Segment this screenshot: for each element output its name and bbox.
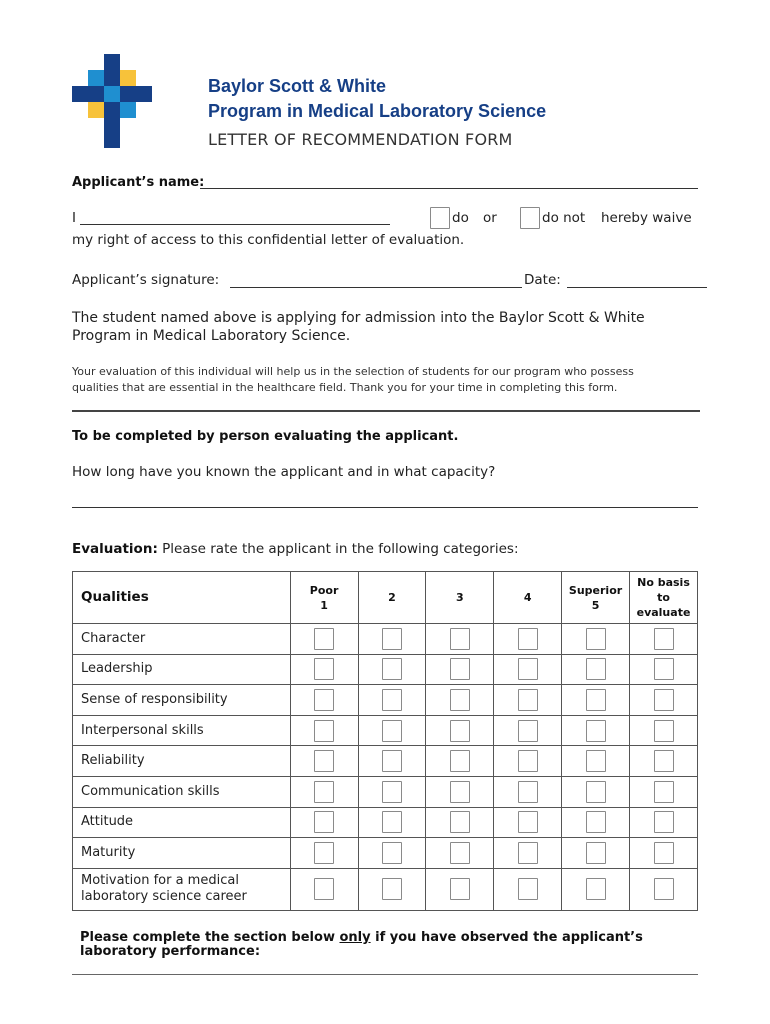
rating-checkbox[interactable] bbox=[450, 628, 470, 650]
rating-cell bbox=[630, 776, 698, 807]
rating-checkbox[interactable] bbox=[314, 750, 334, 772]
rating-checkbox[interactable] bbox=[654, 628, 674, 650]
rating-checkbox[interactable] bbox=[518, 628, 538, 650]
rating-cell bbox=[426, 654, 494, 685]
form-title: LETTER OF RECOMMENDATION FORM bbox=[208, 130, 513, 149]
rating-checkbox[interactable] bbox=[450, 720, 470, 742]
waiver-text: my right of access to this confidential letter of evaluation. bbox=[72, 232, 465, 248]
table-row bbox=[73, 685, 698, 716]
rating-cell bbox=[290, 868, 358, 910]
rating-checkbox[interactable] bbox=[654, 720, 674, 742]
table-row bbox=[73, 746, 698, 777]
rating-cell bbox=[358, 807, 426, 838]
evaluation-instructions bbox=[72, 541, 519, 557]
program-name: Program in Medical Laboratory Science bbox=[208, 101, 547, 121]
hereby-waive-label: hereby waive bbox=[601, 210, 692, 226]
rating-cell bbox=[494, 868, 562, 910]
rating-checkbox[interactable] bbox=[518, 811, 538, 833]
rating-checkbox[interactable] bbox=[450, 658, 470, 680]
rating-checkbox[interactable] bbox=[314, 628, 334, 650]
rating-checkbox[interactable] bbox=[314, 720, 334, 742]
rating-checkbox[interactable] bbox=[314, 781, 334, 803]
rating-checkbox[interactable] bbox=[450, 842, 470, 864]
rating-cell bbox=[494, 715, 562, 746]
do-waive-checkbox[interactable] bbox=[430, 207, 450, 229]
rating-cell bbox=[358, 715, 426, 746]
applicant-name-field[interactable] bbox=[200, 188, 698, 189]
rating-checkbox[interactable] bbox=[518, 750, 538, 772]
rating-cell bbox=[426, 868, 494, 910]
table-row bbox=[73, 715, 698, 746]
rating-cell bbox=[358, 746, 426, 777]
rating-checkbox[interactable] bbox=[518, 842, 538, 864]
rating-checkbox[interactable] bbox=[518, 781, 538, 803]
rating-checkbox[interactable] bbox=[314, 842, 334, 864]
rating-cell bbox=[290, 807, 358, 838]
rating-checkbox[interactable] bbox=[382, 689, 402, 711]
rating-cell bbox=[426, 838, 494, 869]
rating-checkbox[interactable] bbox=[382, 811, 402, 833]
quality-label: Character bbox=[73, 624, 291, 655]
rating-checkbox[interactable] bbox=[382, 628, 402, 650]
rating-checkbox[interactable] bbox=[314, 658, 334, 680]
rating-cell bbox=[358, 685, 426, 716]
col-header-4: 4 bbox=[494, 572, 562, 624]
rating-cell bbox=[358, 776, 426, 807]
or-label: or bbox=[483, 210, 497, 226]
rating-cell bbox=[562, 624, 630, 655]
rating-cell bbox=[426, 624, 494, 655]
rating-checkbox[interactable] bbox=[586, 720, 606, 742]
rating-checkbox[interactable] bbox=[314, 689, 334, 711]
rating-checkbox[interactable] bbox=[586, 842, 606, 864]
rating-cell bbox=[562, 685, 630, 716]
rating-cell bbox=[630, 715, 698, 746]
rating-checkbox[interactable] bbox=[314, 811, 334, 833]
col-header-no-basis: No basis to evaluate bbox=[630, 572, 698, 624]
quality-label: Reliability bbox=[73, 746, 291, 777]
rating-checkbox[interactable] bbox=[382, 658, 402, 680]
evaluation-table bbox=[72, 571, 698, 911]
quality-label: Leadership bbox=[73, 654, 291, 685]
rating-cell bbox=[494, 776, 562, 807]
rating-checkbox[interactable] bbox=[314, 878, 334, 900]
rating-checkbox[interactable] bbox=[450, 811, 470, 833]
section-divider bbox=[72, 410, 700, 412]
organization-name: Baylor Scott & White bbox=[208, 76, 387, 96]
quality-label: Motivation for a medical laboratory science career bbox=[73, 868, 291, 910]
signature-field[interactable] bbox=[230, 287, 522, 288]
rating-checkbox[interactable] bbox=[518, 878, 538, 900]
evaluation-text: Please rate the applicant in the following categories: bbox=[157, 541, 519, 557]
rating-cell bbox=[358, 624, 426, 655]
table-row bbox=[73, 654, 698, 685]
date-label: Date: bbox=[524, 272, 561, 288]
rating-cell bbox=[426, 715, 494, 746]
rating-cell bbox=[630, 685, 698, 716]
rating-checkbox[interactable] bbox=[450, 750, 470, 772]
do-not-label: do not bbox=[542, 210, 586, 226]
rating-cell bbox=[630, 624, 698, 655]
table-row bbox=[73, 838, 698, 869]
rating-cell bbox=[290, 685, 358, 716]
quality-label: Sense of responsibility bbox=[73, 685, 291, 716]
known-question: How long have you known the applicant and in what capacity? bbox=[72, 464, 496, 480]
rating-checkbox[interactable] bbox=[586, 689, 606, 711]
evaluator-heading: To be completed by person evaluating the applicant. bbox=[72, 429, 459, 444]
table-row bbox=[73, 624, 698, 655]
rating-cell bbox=[630, 838, 698, 869]
table-row bbox=[73, 776, 698, 807]
rating-checkbox[interactable] bbox=[450, 781, 470, 803]
rating-checkbox[interactable] bbox=[586, 658, 606, 680]
rating-checkbox[interactable] bbox=[586, 811, 606, 833]
rating-checkbox[interactable] bbox=[518, 658, 538, 680]
rating-checkbox[interactable] bbox=[586, 750, 606, 772]
rating-cell bbox=[494, 746, 562, 777]
rating-cell bbox=[358, 654, 426, 685]
lab-section-note: Please complete the section below only if you have observed the applicant’s laboratory performance: bbox=[80, 930, 643, 959]
rating-checkbox[interactable] bbox=[382, 878, 402, 900]
known-answer-field[interactable] bbox=[72, 507, 698, 508]
rating-cell bbox=[630, 654, 698, 685]
rating-checkbox[interactable] bbox=[586, 878, 606, 900]
col-header-superior: Superior 5 bbox=[562, 572, 630, 624]
table-row bbox=[73, 868, 698, 910]
rating-cell bbox=[426, 807, 494, 838]
lab-section-divider bbox=[72, 974, 698, 975]
col-header-2: 2 bbox=[358, 572, 426, 624]
rating-cell bbox=[494, 807, 562, 838]
rating-cell bbox=[494, 654, 562, 685]
date-field[interactable] bbox=[567, 287, 707, 288]
applicant-name-label: Applicant’s name: bbox=[72, 175, 205, 190]
evaluation-label: Evaluation: bbox=[72, 541, 158, 557]
rating-cell bbox=[494, 838, 562, 869]
rating-cell bbox=[630, 746, 698, 777]
rating-checkbox[interactable] bbox=[382, 720, 402, 742]
rating-checkbox[interactable] bbox=[654, 842, 674, 864]
rating-cell bbox=[562, 838, 630, 869]
rating-cell bbox=[562, 868, 630, 910]
rating-checkbox[interactable] bbox=[382, 750, 402, 772]
table-header-row bbox=[73, 572, 698, 624]
rating-checkbox[interactable] bbox=[654, 878, 674, 900]
quality-label: Maturity bbox=[73, 838, 291, 869]
rating-cell bbox=[358, 868, 426, 910]
rating-cell bbox=[562, 654, 630, 685]
rating-checkbox[interactable] bbox=[654, 811, 674, 833]
rating-checkbox[interactable] bbox=[518, 720, 538, 742]
rating-cell bbox=[426, 746, 494, 777]
rating-checkbox[interactable] bbox=[382, 781, 402, 803]
col-header-poor: Poor 1 bbox=[290, 572, 358, 624]
quality-label: Interpersonal skills bbox=[73, 715, 291, 746]
col-header-3: 3 bbox=[426, 572, 494, 624]
rating-cell bbox=[290, 838, 358, 869]
rating-cell bbox=[630, 807, 698, 838]
quality-label: Communication skills bbox=[73, 776, 291, 807]
rating-cell bbox=[562, 715, 630, 746]
rating-cell bbox=[630, 868, 698, 910]
rating-cell bbox=[426, 685, 494, 716]
cross-logo-icon bbox=[72, 54, 152, 148]
rating-checkbox[interactable] bbox=[450, 689, 470, 711]
rating-checkbox[interactable] bbox=[450, 878, 470, 900]
rating-cell bbox=[562, 746, 630, 777]
rating-cell bbox=[290, 746, 358, 777]
rating-checkbox[interactable] bbox=[382, 842, 402, 864]
rating-checkbox[interactable] bbox=[654, 689, 674, 711]
rating-cell bbox=[494, 685, 562, 716]
intro-paragraph: The student named above is applying for admission into the Baylor Scott & White Program in Medical Laboratory Science. bbox=[72, 310, 645, 344]
signature-label: Applicant’s signature: bbox=[72, 272, 220, 288]
rating-checkbox[interactable] bbox=[654, 750, 674, 772]
i-label: I bbox=[72, 210, 76, 226]
quality-label: Attitude bbox=[73, 807, 291, 838]
evaluator-name-field[interactable] bbox=[80, 224, 390, 225]
rating-cell bbox=[562, 807, 630, 838]
rating-cell bbox=[494, 624, 562, 655]
only-emphasis: only bbox=[339, 930, 371, 945]
rating-checkbox[interactable] bbox=[654, 781, 674, 803]
rating-cell bbox=[290, 715, 358, 746]
rating-cell bbox=[426, 776, 494, 807]
rating-checkbox[interactable] bbox=[654, 658, 674, 680]
rating-cell bbox=[358, 838, 426, 869]
rating-cell bbox=[290, 624, 358, 655]
intro-note: Your evaluation of this individual will help us in the selection of students for our program who possess qualities that are essential in the healthcare field. Thank you for your time in completing this form. bbox=[72, 365, 634, 394]
qualities-header: Qualities bbox=[73, 572, 291, 624]
do-not-waive-checkbox[interactable] bbox=[520, 207, 540, 229]
rating-cell bbox=[562, 776, 630, 807]
rating-cell bbox=[290, 776, 358, 807]
table-row bbox=[73, 807, 698, 838]
rating-checkbox[interactable] bbox=[586, 628, 606, 650]
rating-cell bbox=[290, 654, 358, 685]
rating-checkbox[interactable] bbox=[586, 781, 606, 803]
do-label: do bbox=[452, 210, 469, 226]
rating-checkbox[interactable] bbox=[518, 689, 538, 711]
